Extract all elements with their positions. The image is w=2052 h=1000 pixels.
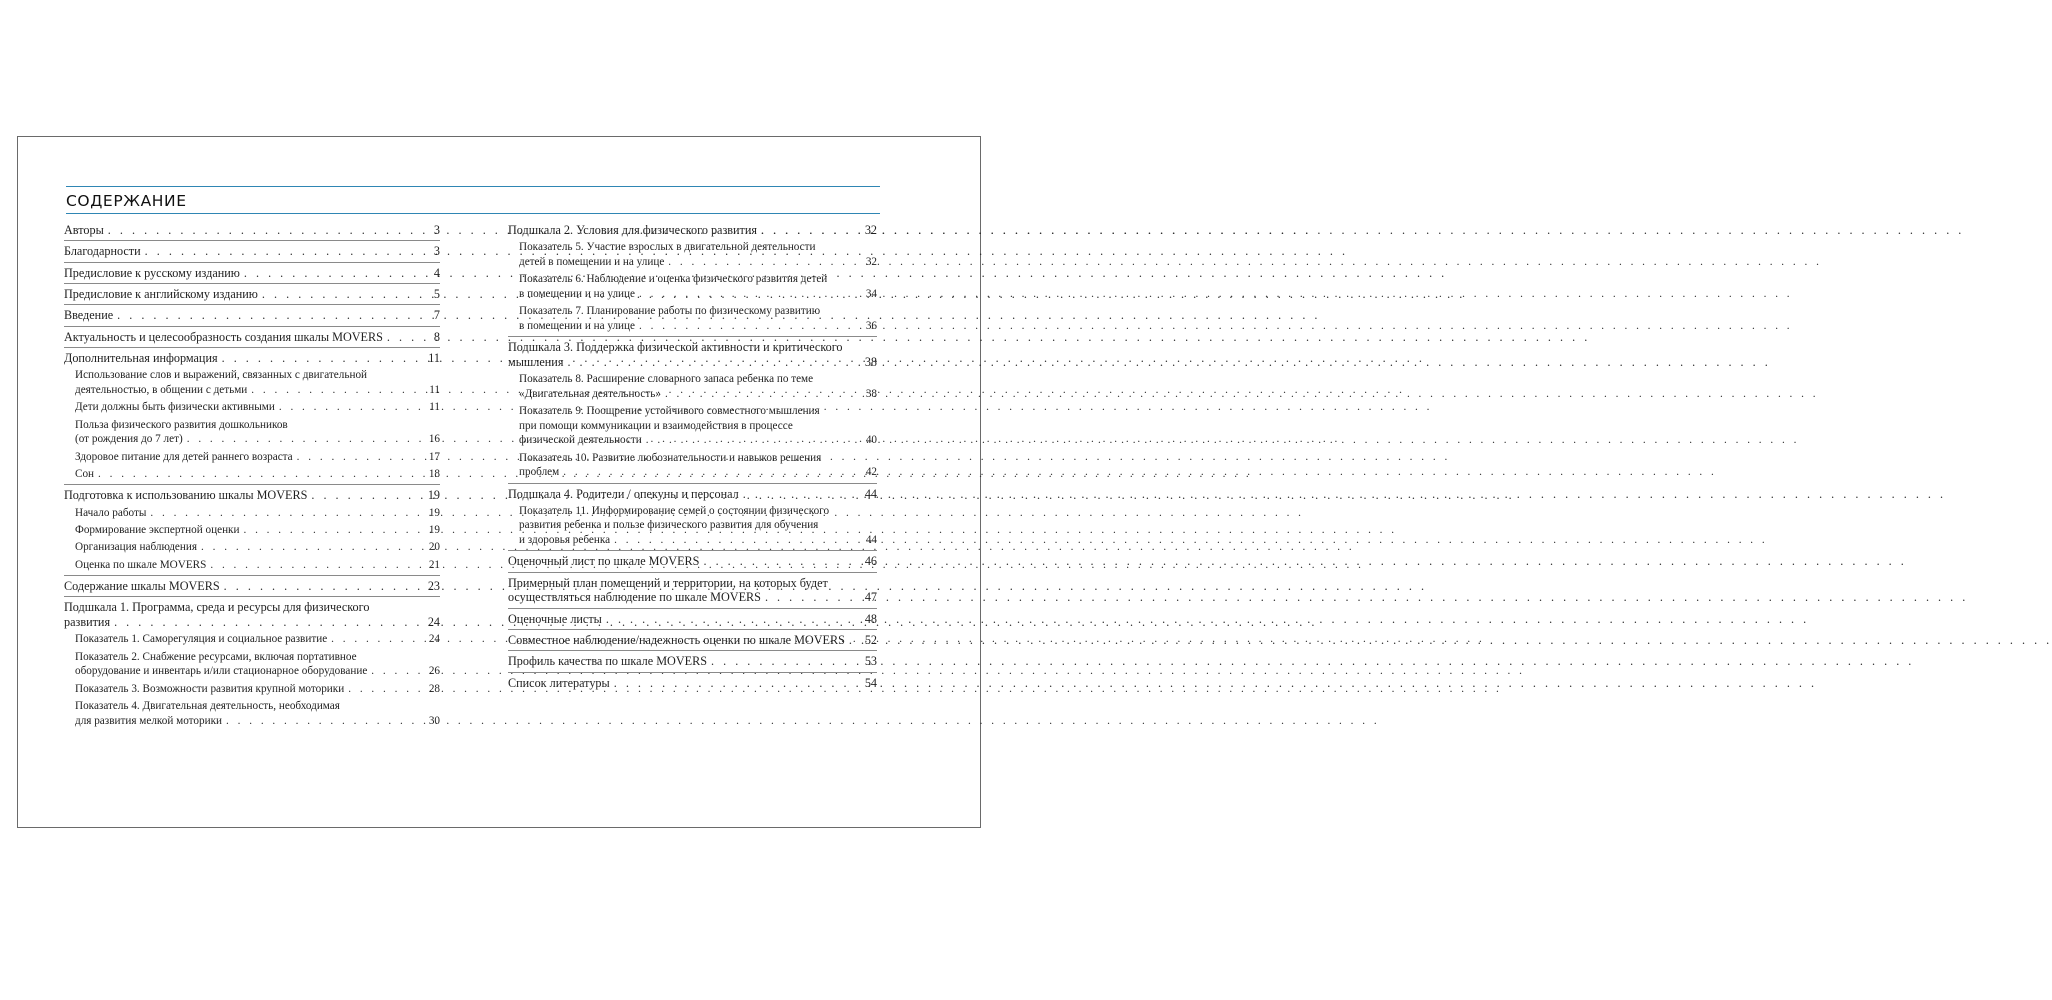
toc-entry-label: Сон xyxy=(75,467,95,480)
toc-page-number: 7 xyxy=(433,308,440,323)
toc-entry-line xyxy=(519,433,877,448)
toc-page-number: 8 xyxy=(433,329,440,344)
toc-entry-line xyxy=(519,465,877,480)
toc-page-number: 32 xyxy=(865,255,877,268)
toc-entry[interactable] xyxy=(508,272,877,301)
toc-entry-text-line: Показатель 4. Двигательная деятельность, необходимая xyxy=(75,699,340,712)
toc-entry-label: оборудование и инвентарь и/или стационарное оборудование xyxy=(75,665,368,678)
toc-leader-dots xyxy=(226,714,424,729)
toc-right-column xyxy=(508,221,877,690)
toc-entry-line xyxy=(508,654,877,669)
toc-page-number: 53 xyxy=(864,654,877,669)
toc-entry-line xyxy=(519,287,877,302)
toc-page-number: 5 xyxy=(433,287,440,302)
toc-page-number: 21 xyxy=(428,558,440,571)
toc-entry-line xyxy=(75,383,440,398)
toc-leader-dots xyxy=(761,223,861,238)
toc-page-number: 52 xyxy=(864,633,877,647)
toc-page-number: 38 xyxy=(865,387,877,400)
toc-leader-dots xyxy=(145,244,424,259)
toc-leader-dots xyxy=(98,467,424,482)
toc-page-number: 44 xyxy=(865,534,877,547)
toc-page-number: 20 xyxy=(428,541,440,554)
toc-page-number: 18 xyxy=(428,467,440,480)
toc-entry-label: Предисловие к английскому изданию xyxy=(64,287,258,302)
toc-entry-label: Актуальность и целесообразность создания шкалы MOVERS xyxy=(64,329,383,344)
toc-entry-line xyxy=(75,450,440,465)
toc-page-number: 32 xyxy=(864,223,877,237)
toc-entry-text-line: Показатель 2. Снабжение ресурсами, включая портативное xyxy=(75,650,357,663)
toc-entry-label: Содержание шкалы MOVERS xyxy=(64,579,220,594)
toc-entry-label: (от рождения до 7 лет) xyxy=(75,433,183,446)
toc-entry-label: Формирование экспертной оценки xyxy=(75,524,240,536)
toc-page-number: 19 xyxy=(427,488,440,503)
toc-entry-label: проблем xyxy=(519,466,560,479)
toc-entry[interactable] xyxy=(64,650,440,679)
toc-entry-label: «Двигательная деятельность» xyxy=(519,387,661,400)
toc-entry-label: Подготовка к использованию шкалы MOVERS xyxy=(64,488,308,503)
toc-entry[interactable] xyxy=(64,558,440,573)
toc-leader-dots xyxy=(187,432,424,447)
toc-entry-line xyxy=(508,612,877,627)
toc-entry[interactable] xyxy=(508,572,877,605)
toc-entry-label: Начало работы xyxy=(75,506,147,519)
book-page xyxy=(17,136,981,828)
toc-entry[interactable] xyxy=(64,699,440,728)
toc-entry-label: Оценочные листы xyxy=(508,611,602,626)
toc-page-number: 42 xyxy=(865,466,877,479)
toc-page-number: 47 xyxy=(864,590,877,605)
toc-entry[interactable] xyxy=(64,467,440,482)
toc-leader-dots xyxy=(224,579,424,594)
toc-entry-label: физической деятельности xyxy=(519,434,642,447)
toc-leader-dots xyxy=(639,287,861,302)
toc-entry-text-line: Показатель 7. Планирование работы по физическому развитию xyxy=(519,305,821,318)
toc-entry[interactable] xyxy=(508,404,877,448)
toc-page-number: 48 xyxy=(864,611,877,626)
toc-leader-dots xyxy=(567,355,860,370)
toc-entry-label: Дополнительная информация xyxy=(64,351,218,366)
toc-entry-text-line: Примерный план помещений и территории, на которых будет xyxy=(508,575,828,590)
toc-page-number: 17 xyxy=(428,450,440,463)
toc-entry[interactable] xyxy=(508,336,877,369)
toc-leader-dots xyxy=(262,287,424,302)
toc-entry-line xyxy=(519,533,877,548)
toc-entry-line xyxy=(75,540,440,555)
toc-entry-line xyxy=(508,676,877,691)
toc-entry[interactable] xyxy=(64,283,440,302)
toc-entry-label: Показатель 1. Саморегуляция и социальное развитие xyxy=(75,633,328,646)
toc-page-number: 11 xyxy=(428,351,440,366)
title-rule-bottom xyxy=(66,213,880,214)
toc-entry-label: Оценка по шкале MOVERS xyxy=(75,558,207,571)
toc-entry[interactable] xyxy=(508,240,877,269)
toc-entry-line xyxy=(508,223,877,238)
toc-entry[interactable] xyxy=(64,368,440,397)
toc-entry-text-line: Польза физического развития дошкольников xyxy=(75,418,288,431)
toc-entry[interactable] xyxy=(64,523,440,538)
toc-entry-label: осуществляться наблюдение по шкале MOVERS xyxy=(508,590,761,605)
toc-entry-line xyxy=(75,432,440,447)
toc-entry-line xyxy=(75,523,440,538)
toc-entry-label: деятельностью, в общении с детьми xyxy=(75,384,248,396)
toc-entry-text-line: Использование слов и выражений, связанных с двигательной xyxy=(75,369,368,382)
toc-page-number: 3 xyxy=(433,244,440,259)
toc-page-number: 23 xyxy=(427,579,440,594)
toc-entry-line xyxy=(75,632,440,647)
toc-leader-dots xyxy=(210,558,424,573)
toc-leader-dots xyxy=(371,664,424,679)
toc-entry-text-line: Показатель 5. Участие взрослых в двигательной деятельности xyxy=(519,241,816,254)
toc-page-number: 36 xyxy=(865,319,877,332)
toc-entry-text-line: Подшкала 1. Программа, среда и ресурсы для физического xyxy=(64,600,370,615)
toc-entry-label: Совместное наблюдение/надежность оценки по шкале MOVERS xyxy=(508,633,845,647)
toc-entry[interactable] xyxy=(64,304,440,323)
toc-entry-text-line: Показатель 10. Развитие любознательности и навыков решения xyxy=(519,451,822,464)
toc-entry-label: Список литературы xyxy=(508,675,610,690)
toc-entry[interactable] xyxy=(508,483,877,502)
toc-entry-label: Оценочный лист по шкале MOVERS xyxy=(508,554,700,569)
toc-entry-line xyxy=(64,266,440,281)
toc-entry-line xyxy=(75,400,440,415)
toc-entry-line xyxy=(64,287,440,302)
toc-entry-text-line: Показатель 11. Информирование семей о состоянии физического xyxy=(519,504,830,517)
toc-leader-dots xyxy=(150,506,424,521)
toc-page-number: 26 xyxy=(428,665,440,678)
toc-leader-dots xyxy=(243,523,424,538)
toc-entry-line xyxy=(519,387,877,402)
toc-entry-label: детей в помещении и на улице xyxy=(519,255,665,268)
toc-left-column xyxy=(64,221,440,728)
toc-leader-dots xyxy=(563,465,861,480)
toc-leader-dots xyxy=(244,266,424,281)
toc-entry[interactable] xyxy=(64,400,440,415)
toc-entry-line xyxy=(508,355,877,370)
toc-entry-label: в помещении и на улице xyxy=(519,319,635,332)
toc-entry[interactable] xyxy=(508,451,877,480)
toc-entry-label: Благодарности xyxy=(64,244,141,259)
toc-leader-dots xyxy=(765,590,861,605)
toc-entry-text-line: Подшкала 3. Поддержка физической активности и критического xyxy=(508,340,843,355)
toc-entry[interactable] xyxy=(508,672,877,691)
toc-entry[interactable] xyxy=(508,550,877,569)
toc-entry[interactable] xyxy=(64,262,440,281)
toc-leader-dots xyxy=(646,433,861,448)
toc-leader-dots xyxy=(639,319,861,334)
toc-leader-dots xyxy=(201,540,424,555)
toc-leader-dots xyxy=(849,633,861,648)
toc-leader-dots xyxy=(348,682,424,697)
toc-entry[interactable] xyxy=(508,221,877,238)
toc-leader-dots xyxy=(117,308,424,323)
toc-entry-text-line: Показатель 9. Поощрение устойчивого совместного мышления xyxy=(519,405,820,418)
toc-entry-line xyxy=(508,554,877,569)
toc-leader-dots xyxy=(606,612,861,627)
toc-entry-line xyxy=(508,590,877,605)
toc-entry-label: Здоровое питание для детей раннего возраста xyxy=(75,450,293,463)
toc-entry[interactable] xyxy=(64,450,440,465)
toc-entry-line xyxy=(75,682,440,697)
toc-page-number: 3 xyxy=(433,223,440,237)
toc-page-number: 24 xyxy=(428,633,440,646)
toc-page-number: 4 xyxy=(433,265,440,280)
toc-entry-label: в помещении и на улице xyxy=(519,287,635,300)
toc-page-number: 24 xyxy=(427,614,440,629)
toc-leader-dots xyxy=(279,400,424,415)
toc-leader-dots xyxy=(251,383,424,398)
toc-leader-dots xyxy=(311,488,423,503)
toc-leader-dots xyxy=(297,450,424,465)
toc-entry-label: развития xyxy=(64,614,111,629)
toc-entry-line xyxy=(75,714,440,729)
toc-entry-label: Дети должны быть физически активными xyxy=(75,401,275,414)
toc-page-number: 11 xyxy=(429,401,440,414)
toc-entry[interactable] xyxy=(64,682,440,697)
toc-page-number: 34 xyxy=(865,287,877,300)
toc-entry-line xyxy=(508,487,877,502)
toc-entry-line xyxy=(75,467,440,482)
toc-entry[interactable] xyxy=(508,372,877,401)
toc-list-left xyxy=(64,221,440,728)
toc-entry[interactable] xyxy=(64,418,440,447)
toc-entry-text-line: развития ребенка и пользе физического развития для обучения xyxy=(519,519,819,532)
toc-page-number: 19 xyxy=(428,506,440,519)
toc-entry-label: Организация наблюдения xyxy=(75,541,198,554)
toc-page-number: 54 xyxy=(864,675,877,690)
toc-entry[interactable] xyxy=(508,304,877,333)
toc-leader-dots xyxy=(614,533,861,548)
toc-entry-line xyxy=(64,308,440,323)
toc-page-number: 38 xyxy=(864,354,877,369)
toc-entry-label: Подшкала 2. Условия для физического развития xyxy=(508,223,758,237)
toc-leader-dots xyxy=(114,615,424,630)
toc-entry-line xyxy=(64,223,440,238)
toc-page-number: 16 xyxy=(428,433,440,446)
toc-leader-dots xyxy=(222,351,424,366)
toc-entry[interactable] xyxy=(64,632,440,647)
toc-page-number: 30 xyxy=(428,714,440,727)
toc-entry[interactable] xyxy=(64,347,440,366)
toc-leader-dots xyxy=(668,255,861,270)
toc-entry-line xyxy=(64,244,440,259)
toc-entry-label: Профиль качества по шкале MOVERS xyxy=(508,654,708,669)
toc-entry[interactable] xyxy=(64,540,440,555)
toc-entry-label: мышления xyxy=(508,354,564,369)
toc-entry-line xyxy=(75,558,440,573)
toc-entry-line xyxy=(75,664,440,679)
toc-entry-line xyxy=(508,633,877,648)
toc-page-number: 11 xyxy=(429,384,440,396)
toc-leader-dots xyxy=(665,387,861,402)
toc-leader-dots xyxy=(331,632,424,647)
toc-page-number: 28 xyxy=(428,682,440,695)
toc-leader-dots xyxy=(743,487,861,502)
toc-leader-dots xyxy=(703,554,860,569)
toc-entry[interactable] xyxy=(508,608,877,627)
toc-entry[interactable] xyxy=(64,484,440,503)
toc-entry[interactable] xyxy=(64,240,440,259)
toc-entry-text-line: Показатель 6. Наблюдение и оценка физического развития детей xyxy=(519,273,828,286)
page-title: СОДЕРЖАНИЕ xyxy=(66,192,187,210)
toc-leader-dots xyxy=(387,330,424,345)
toc-entry-line xyxy=(64,351,440,366)
toc-entry[interactable] xyxy=(64,596,440,629)
toc-entry-label: Предисловие к русскому изданию xyxy=(64,265,240,280)
toc-entry-line xyxy=(64,330,440,345)
toc-entry-line xyxy=(519,319,877,334)
toc-page-number: 19 xyxy=(428,524,440,536)
toc-entry-line xyxy=(64,615,440,630)
toc-entry-label: Авторы xyxy=(64,223,104,237)
toc-entry[interactable] xyxy=(508,504,877,548)
toc-entry-label: и здоровья ребенка xyxy=(519,534,611,547)
title-rule-top xyxy=(66,186,880,187)
toc-entry[interactable] xyxy=(64,326,440,345)
toc-entry-label: для развития мелкой моторики xyxy=(75,714,223,727)
toc-entry-line xyxy=(64,488,440,503)
toc-entry-label: Подшкала 4. Родители / опекуны и персонал xyxy=(508,486,739,501)
toc-page-number: 46 xyxy=(864,554,877,569)
toc-leader-dots xyxy=(614,676,861,691)
toc-page-number: 44 xyxy=(864,486,877,501)
toc-list-right xyxy=(508,221,877,690)
toc-entry-text-line: Показатель 8. Расширение словарного запаса ребенка по теме xyxy=(519,373,814,386)
toc-entry[interactable] xyxy=(64,221,440,238)
toc-page-number: 40 xyxy=(865,434,877,447)
toc-entry[interactable] xyxy=(508,629,877,648)
toc-entry[interactable] xyxy=(64,575,440,594)
toc-leader-dots xyxy=(108,223,424,238)
toc-entry-line xyxy=(64,579,440,594)
toc-entry-text-line: при помощи коммуникации и взаимодействия в процессе xyxy=(519,419,793,432)
toc-entry-line xyxy=(75,506,440,521)
toc-entry-label: Показатель 3. Возможности развития крупной моторики xyxy=(75,682,345,695)
toc-entry[interactable] xyxy=(64,506,440,521)
toc-entry[interactable] xyxy=(508,650,877,669)
toc-entry-label: Введение xyxy=(64,308,114,323)
toc-leader-dots xyxy=(711,654,861,669)
toc-entry-line xyxy=(519,255,877,270)
